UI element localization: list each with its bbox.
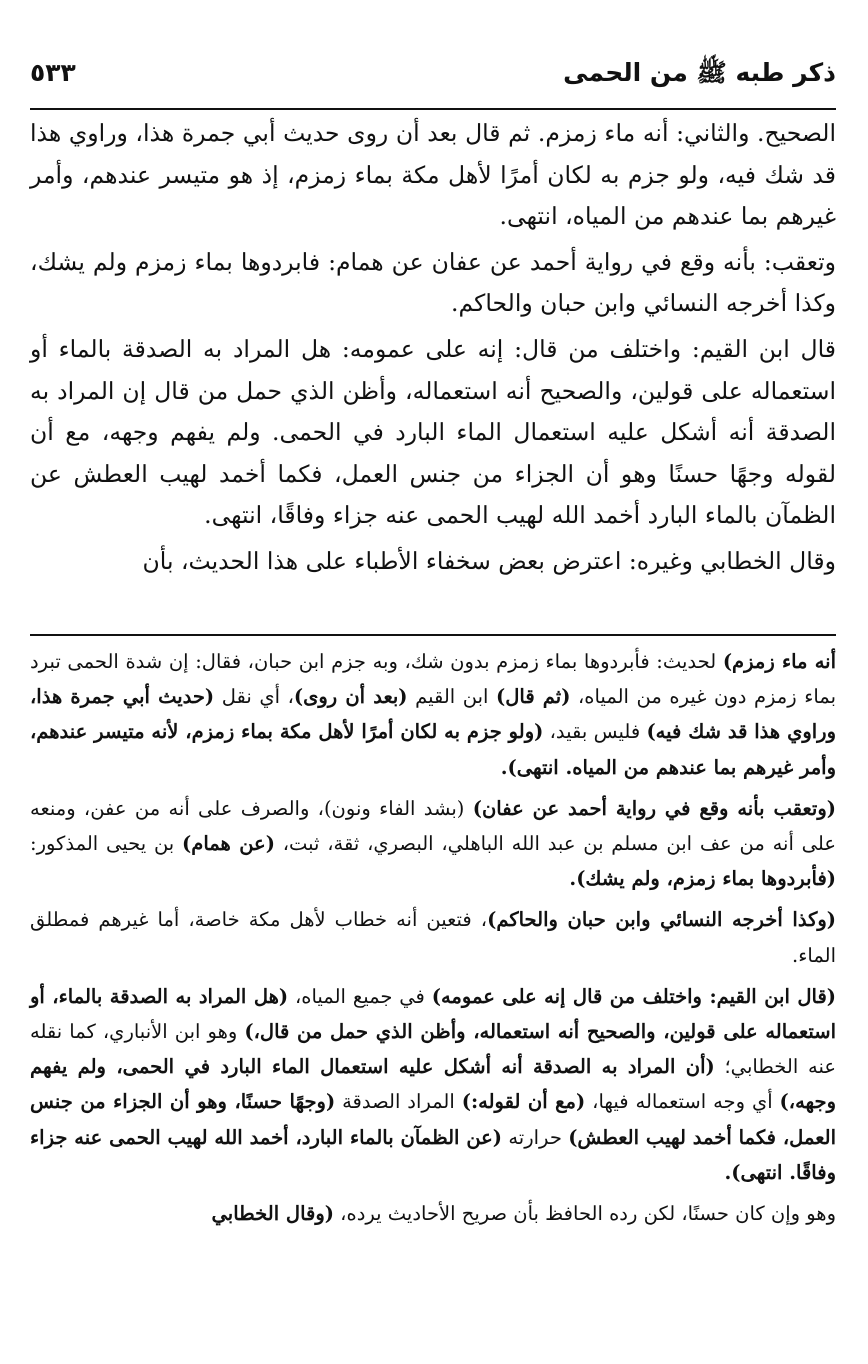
quoted-text: (عن همام) [182, 832, 275, 856]
commentary-text: حرارته [502, 1125, 569, 1149]
commentary [30, 644, 836, 1231]
quoted-text: (فأبردوها بماء زمزم، ولم يشك). [569, 867, 836, 891]
quoted-text: (وقال الخطابي [211, 1202, 334, 1226]
quoted-text: (ولو جزم به لكان أمرًا لأهل مكة بماء زمزم، لأنه متيسر عندهم، وأمر غيرهم بما عندهم من المياه. انتهى). [30, 720, 836, 779]
page-number: ٥٣٣ [30, 58, 76, 87]
quoted-text: أنه ماء زمزم) [722, 650, 837, 673]
quoted-text: (هل المراد به الصدقة بالماء، أو استعماله على قولين، والصحيح أنه استعماله، وأظن الذي حمل من قال،) [30, 984, 837, 1044]
commentary-text: أي وجه استعماله فيها، [585, 1090, 780, 1114]
commentary-text: لحديث: فأبردوها بماء زمزم بدون شك، وبه جزم ابن حبان، فقال: إن شدة الحمى تبرد بماء زمزم دون غيره من المياه، [30, 650, 837, 709]
commentary-text: فليس بقيد، [543, 720, 647, 744]
quoted-text: (وكذا أخرجه النسائي وابن حبان والحاكم) [487, 908, 836, 932]
commentary-text: ، أي نقل [214, 685, 294, 709]
commentary-text: ابن القيم [407, 685, 496, 709]
quoted-text: (حديث أبي جمرة هذا، وراوي هذا قد شك فيه) [30, 685, 837, 744]
main-paragraph: وقال الخطابي وغيره: اعترض بعض سخفاء الأطباء على هذا الحديث، بأن [142, 546, 836, 575]
quoted-text: (ثم قال) [495, 685, 571, 709]
quoted-text: (بعد أن روى) [293, 685, 408, 709]
header-title: ذكر طبه ﷺ من الحمى [563, 58, 836, 87]
commentary-text: وهو وإن كان حسنًا، لكن رده الحافظ بأن صريح الأحاديث يرده، [333, 1202, 836, 1226]
header-rule [30, 108, 836, 110]
commentary-text: (بشد الفاء ونون)، والصرف على أنه من عفن، ومنعه على أنه من عف ابن مسلم بن عبد الله الباهلي، البصري، ثقة، ثبت، [30, 796, 837, 856]
quoted-text: (قال ابن القيم: واختلف من قال إنه على عمومه) [431, 984, 837, 1008]
main-paragraph: قال ابن القيم: واختلف من قال: إنه على عمومه: هل المراد به الصدقة بالماء أو استعماله على قولين، والصحيح أنه استعماله، وأظن الذي حمل من قال إن المراد به الصدقة أنه أشكل عليه استعمال الماء البارد في الحمى. ولم يفهم وجهه، مع أن لقوله وجهًا حسنًا وهو أن الجزاء من جنس العمل، فكما أخمد لهيب العطش عن الظمآن بالماء البارد أخمد الله لهيب الحمى عنه جزاء وفاقًا، انتهى. [30, 334, 836, 530]
commentary-paragraph [30, 979, 836, 1190]
commentary-text: بن يحيى المذكور: [30, 832, 183, 856]
commentary-paragraph [30, 791, 836, 897]
commentary-text: ، فتعين أنه خطاب لأهل مكة خاصة، أما غيرهم فمطلق الماء. [30, 908, 836, 967]
commentary-paragraph [30, 902, 836, 972]
quoted-text: (مع أن لقوله:) [461, 1090, 586, 1114]
running-header [30, 52, 836, 94]
commentary-text: وهو ابن الأنباري، كما نقله عنه الخطابي؛ [30, 1020, 836, 1079]
commentary-text: في جميع المياه، [288, 984, 432, 1008]
footnote-separator [30, 634, 836, 636]
commentary-paragraph [30, 1196, 836, 1231]
quoted-text: (عن الظمآن بالماء البارد، أخمد الله لهيب الحمى عنه جزاء وفاقًا. انتهى). [30, 1125, 836, 1184]
main-paragraph: الصحيح. والثاني: أنه ماء زمزم. ثم قال بعد أن روى حديث أبي جمرة هذا، وراوي هذا قد شك فيه، ولو جزم به لكان أمرًا لأهل مكة بماء زمزم، إذ هو متيسر عندهم، وأمر غيرهم بما عندهم من المياه، انتهى. [30, 119, 836, 231]
quoted-text: (وتعقب بأنه وقع في رواية أحمد عن عفان) [472, 796, 836, 820]
main-text [30, 113, 836, 583]
quoted-text: (وجهًا حسنًا، وهو أن الجزاء من جنس العمل، فكما أخمد لهيب العطش) [30, 1090, 836, 1149]
main-paragraph: وتعقب: بأنه وقع في رواية أحمد عن عفان عن همام: فابردوها بماء زمزم ولم يشك، وكذا أخرجه النسائي وابن حبان والحاكم. [30, 247, 836, 318]
commentary-text: المراد الصدقة [335, 1090, 462, 1114]
commentary-paragraph [30, 644, 836, 785]
quoted-text: (أن المراد به الصدقة أنه أشكل عليه استعمال الماء البارد في الحمى، ولم يفهم وجهه،) [30, 1055, 836, 1114]
